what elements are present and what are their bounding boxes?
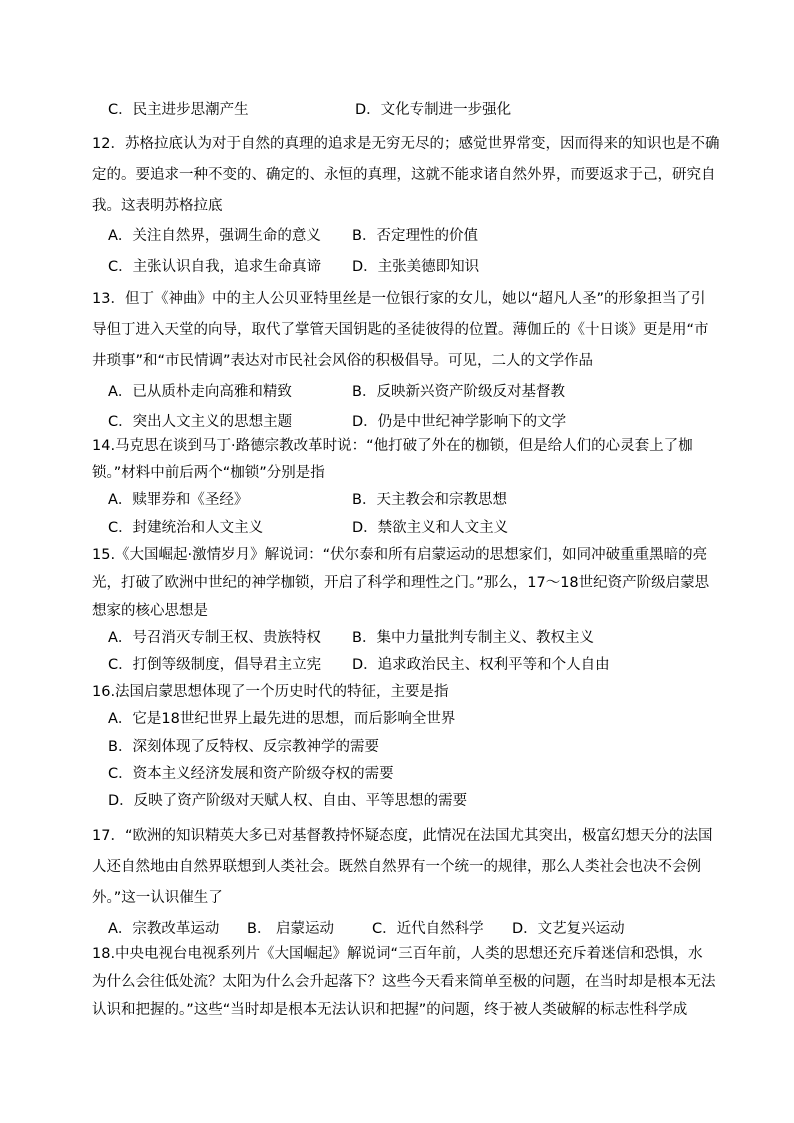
question-13-option-c: C．突出人文主义的思想主题 [108,414,293,430]
question-13-option-b: B．反映新兴资产阶级反对基督教 [352,384,565,400]
question-15-line-1: 15.《大国崛起·激情岁月》解说词：“伏尔泰和所有启蒙运动的思想家们，如同冲破重重黑暗的亮 [92,547,708,563]
question-14-option-c: C．封建统治和人文主义 [108,520,264,536]
question-13-option-d: D．仍是中世纪神学影响下的文学 [352,414,567,430]
question-15-option-d: D．追求政治民主、权利平等和个人自由 [352,657,610,673]
question-15-option-c: C．打倒等级制度，倡导君主立宪 [108,657,322,673]
question-17-line-3: 外。”这一认识催生了 [92,890,223,906]
question-12-option-a: A．关注自然界，强调生命的意义 [108,228,321,244]
question-14-option-d: D．禁欲主义和人文主义 [352,520,509,536]
question-18-line-1: 18.中央电视台电视系列片《大国崛起》解说词“三百年前，人类的思想还充斥着迷信和恐惧，水 [92,946,703,962]
question-12-option-c: C．主张认识自我，追求生命真谛 [108,259,322,275]
question-15-option-a: A．号召消灭专制王权、贵族特权 [108,630,321,646]
question-16-option-d: D．反映了资产阶级对天赋人权、自由、平等思想的需要 [108,793,468,809]
option-d: D．文化专制进一步强化 [355,102,512,118]
question-16-option-a: A．它是18世纪世界上最先进的思想，而后影响全世界 [108,711,456,727]
question-16-option-b: B．深刻体现了反特权、反宗教神学的需要 [108,739,379,755]
question-15-line-3: 想家的核心思想是 [92,603,208,619]
question-12-option-b: B．否定理性的价值 [352,228,478,244]
question-17-option-a: A．宗教改革运动 [108,921,220,937]
option-c: C．民主进步思潮产生 [108,102,249,118]
question-14-option-b: B．天主教会和宗教思想 [352,492,507,508]
question-18-line-2: 为什么会往低处流？太阳为什么会升起落下？这些今天看来简单至极的问题，在当时却是根本无法 [92,974,716,990]
question-15-line-2: 光，打破了欧洲中世纪的神学枷锁，开启了科学和理性之门。”那么，17～18世纪资产阶级启蒙思 [92,575,710,591]
question-17-option-b: B． 启蒙运动 [247,921,335,937]
question-17-option-c: C．近代自然科学 [372,921,484,937]
question-14-line-1: 14.马克思在谈到马丁·路德宗教改革时说：“他打破了外在的枷锁，但是给人们的心灵套上了枷 [92,438,693,454]
question-17-line-1: 17．“欧洲的知识精英大多已对基督教持怀疑态度，此情况在法国尤其突出，极富幻想天分的法国 [92,828,713,844]
question-12-line-3: 我。这表明苏格拉底 [92,198,223,214]
question-16-line-1: 16.法国启蒙思想体现了一个历史时代的特征，主要是指 [92,684,449,700]
question-12-line-1: 12．苏格拉底认为对于自然的真理的追求是无穷无尽的；感觉世界常变，因而得来的知识也是不确 [92,136,720,152]
question-13-line-1: 13．但丁《神曲》中的主人公贝亚特里丝是一位银行家的女儿，她以“超凡人圣”的形象担当了引 [92,291,706,307]
question-13-line-3: 井琐事”和“市民情调”表达对市民社会风俗的积极倡导。可见，二人的文学作品 [92,353,594,369]
question-13-option-a: A．已从质朴走向高雅和精致 [108,384,292,400]
question-14-line-2: 锁。”材料中前后两个“枷锁”分别是指 [92,465,325,481]
question-14-option-a: A．赎罪券和《圣经》 [108,492,249,508]
question-18-line-3: 认识和把握的。”这些“当时却是根本无法认识和把握”的问题，终于被人类破解的标志性科学成 [92,1002,688,1018]
question-15-option-b: B．集中力量批判专制主义、教权主义 [352,630,594,646]
question-13-line-2: 导但丁进入天堂的向导，取代了掌管天国钥匙的圣徒彼得的位置。薄伽丘的《十日谈》更是用“市 [92,322,709,338]
question-17-line-2: 人还自然地由自然界联想到人类社会。既然自然界有一个统一的规律，那么人类社会也决不会例 [92,859,701,875]
question-12-line-2: 定的。要追求一种不变的、确定的、永恒的真理，这就不能求诸自然外界，而要返求于己，研究自 [92,167,716,183]
question-17-option-d: D．文艺复兴运动 [512,921,625,937]
question-16-option-c: C．资本主义经济发展和资产阶级夺权的需要 [108,766,394,782]
question-12-option-d: D．主张美德即知识 [352,259,480,275]
